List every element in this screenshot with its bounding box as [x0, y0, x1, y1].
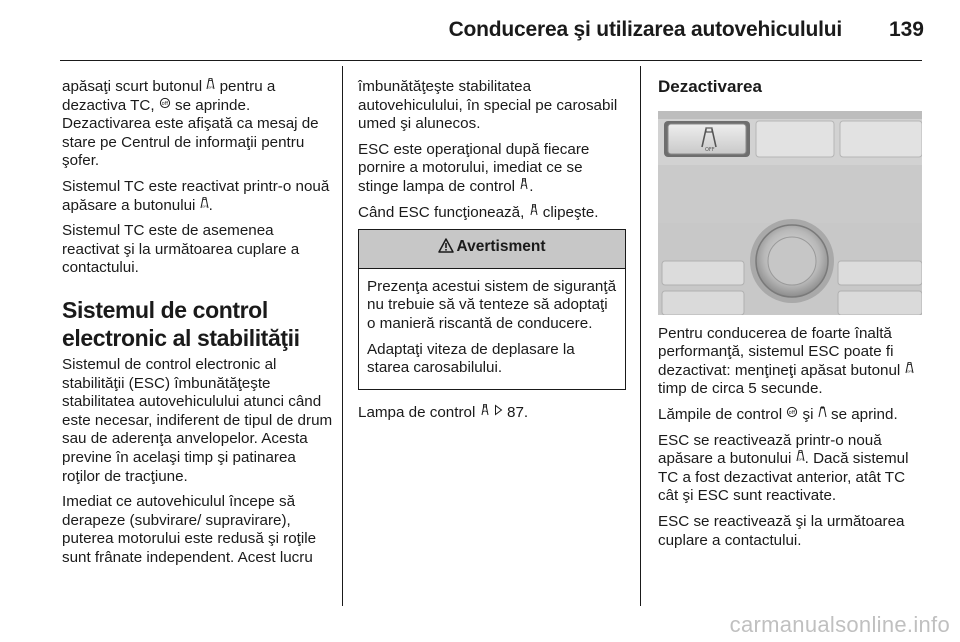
dashboard-photo: [658, 111, 922, 315]
column-1: [62, 78, 334, 574]
svg-text:OFF: OFF: [705, 146, 715, 153]
paragraph: Pentru conducerea de foarte înaltă performanţă, sistemul ESC poate fi dezactivat: menţineţi apăsat butonul OFF timp de circa 5 secunde.: [658, 324, 913, 398]
esc-lamp-icon: [519, 178, 529, 192]
svg-text:off: off: [788, 409, 796, 416]
paragraph: ESC se reactivează printr-o nouă apăsare a butonului OFF . Dacă sistemul TC a fost dezactivat anterior, atât TC cât şi ESC sunt reactivate.: [658, 431, 909, 505]
warning-body: [359, 269, 625, 389]
warning-title: Avertisment: [456, 238, 546, 256]
esc-lamp-icon: [480, 404, 490, 418]
warning-triangle-icon: [438, 238, 454, 259]
svg-text:OFF: OFF: [906, 369, 913, 374]
paragraph: Prezenţa acestui sistem de siguranţă nu trebuie să vă tenteze să adoptaţi o manieră riscantă de conducere.: [367, 277, 617, 332]
esc-off-lamp-icon: [818, 406, 827, 420]
paragraph: Imediat ce autovehiculul începe să derapeze (subvirare/ supravirare), puterea motorului este redusă şi roţile sunt frânate independent. Acest lucru: [62, 493, 317, 566]
column-2: [358, 78, 626, 429]
paragraph: Sistemul TC este de asemenea reactivat şi la următoarea cuplare a contactului.: [62, 222, 300, 277]
section-subheading: Dezactivarea: [658, 77, 762, 96]
svg-text:off: off: [161, 100, 168, 107]
paragraph: apăsaţi scurt butonul OFF pentru a dezactiva TC, off se aprinde. Dezactivarea este afişată ca mesaj de stare pe Centrul de informaţii pentru şofer.: [62, 78, 319, 170]
tc-off-lamp-icon: [786, 406, 798, 420]
paragraph: îmbunătăţeşte stabilitatea autovehiculului, în special pe carosabil umed şi alunecos.: [358, 78, 618, 133]
watermark: carmanualsonline.info: [729, 612, 950, 637]
column-3: [658, 78, 924, 557]
paragraph: Sistemul de control electronic al stabilităţii (ESC) îmbunătăţeşte stabilitatea autovehiculului atunci când este necesar, indiferent de tipul de drum sau de aderenţa anvelopelor. Acesta previne în acelaşi timp şi patinarea roţilor de tracţiune.: [62, 355, 333, 485]
page-number: 139: [888, 18, 924, 41]
tc-off-lamp-icon: [159, 97, 171, 111]
column-divider-1: [342, 66, 343, 606]
paragraph: Lămpile de control off şi se aprind.: [658, 405, 898, 423]
paragraph: ESC se reactivează şi la următoarea cuplare a contactului.: [658, 512, 905, 549]
header-divider: [60, 60, 922, 61]
svg-text:OFF: OFF: [201, 204, 208, 209]
esc-off-button-icon: [796, 450, 805, 464]
svg-text:OFF: OFF: [797, 457, 804, 462]
esc-lamp-icon: [529, 204, 539, 218]
paragraph: Când ESC funcţionează, clipeşte.: [358, 203, 599, 221]
paragraph: Sistemul TC este reactivat printr-o nouă apăsare a butonului OFF .: [62, 177, 330, 214]
paragraph: Lampa de control 87.: [358, 403, 529, 421]
column-divider-2: [640, 66, 641, 606]
section-heading: Sistemul de control electronic al stabilităţii: [62, 296, 300, 351]
paragraph: ESC este operaţional după fiecare pornire a motorului, imediat ce se stinge lampa de control .: [358, 140, 590, 195]
warning-box: [358, 229, 626, 390]
esc-off-button-icon: [200, 197, 209, 211]
page-title: Conducerea şi utilizarea autovehiculului: [448, 18, 842, 41]
warning-header: [359, 230, 625, 269]
page-header: [0, 0, 960, 62]
esc-off-button-icon: [905, 362, 914, 376]
paragraph: Adaptaţi viteza de deplasare la starea carosabilului.: [367, 340, 575, 377]
page-reference-arrow-icon[interactable]: [494, 404, 503, 418]
svg-text:OFF: OFF: [208, 85, 215, 90]
